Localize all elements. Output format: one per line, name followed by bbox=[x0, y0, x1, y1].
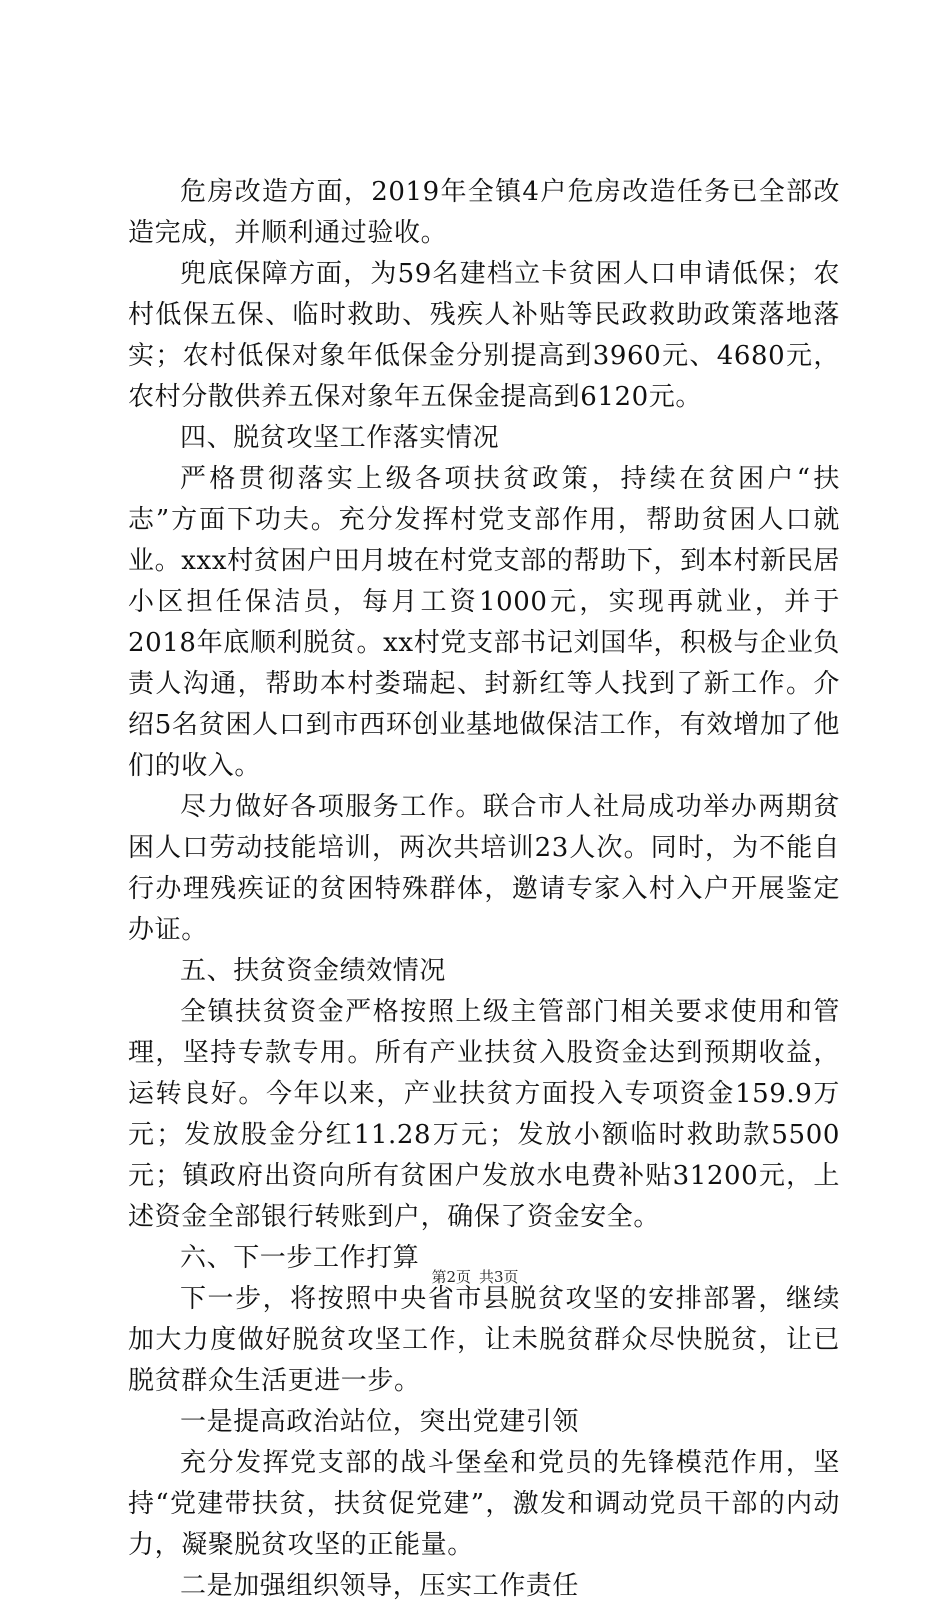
section-heading-4: 四、脱贫攻坚工作落实情况 bbox=[180, 423, 500, 453]
section-heading-6: 六、下一步工作打算 bbox=[180, 1243, 420, 1273]
page-total: 共3页 bbox=[479, 1268, 519, 1286]
paragraph-fund-performance: 全镇扶贫资金严格按照上级主管部门相关要求使用和管理，坚持专款专用。所有产业扶贫入股资金达到预期收益，运转良好。今年以来，产业扶贫方面投入专项资金159.9万元；发放股金分红11.28万元；发放小额临时救助款5500元；镇政府出资向所有贫困户发放水电费补贴31200元，上述资金全部银行转账到户，确保了资金安全。 bbox=[128, 997, 840, 1232]
page-number: 第2页 bbox=[431, 1268, 471, 1286]
subheading-2: 二是加强组织领导，压实工作责任 bbox=[180, 1571, 580, 1601]
paragraph-house-renovation: 危房改造方面，2019年全镇4户危房改造任务已全部改造完成，并顺利通过验收。 bbox=[128, 177, 840, 248]
paragraph-basic-security: 兜底保障方面，为59名建档立卡贫困人口申请低保；农村低保五保、临时救助、残疾人补贴等民政救助政策落地落实；农村低保对象年低保金分别提高到3960元、4680元，农村分散供养五保对象年五保金提高到6120元。 bbox=[128, 259, 840, 412]
subheading-1: 一是提高政治站位，突出党建引领 bbox=[180, 1407, 580, 1437]
paragraph-party-building: 充分发挥党支部的战斗堡垒和党员的先锋模范作用，坚持“党建带扶贫，扶贫促党建”，激发和调动党员干部的内动力，凝聚脱贫攻坚的正能量。 bbox=[128, 1448, 840, 1560]
page-footer bbox=[0, 1266, 950, 1287]
paragraph-next-steps: 下一步，将按照中央省市县脱贫攻坚的安排部署，继续加大力度做好脱贫攻坚工作，让未脱贫群众尽快脱贫，让已脱贫群众生活更进一步。 bbox=[128, 1284, 840, 1396]
document-body bbox=[128, 172, 840, 1607]
section-heading-5: 五、扶贫资金绩效情况 bbox=[180, 956, 447, 986]
paragraph-service-work: 尽力做好各项服务工作。联合市人社局成功举办两期贫困人口劳动技能培训，两次共培训23人次。同时，为不能自行办理残疾证的贫困特殊群体，邀请专家入村入户开展鉴定办证。 bbox=[128, 792, 840, 945]
paragraph-policy-implementation: 严格贯彻落实上级各项扶贫政策，持续在贫困户“扶志”方面下功夫。充分发挥村党支部作用，帮助贫困人口就业。xxx村贫困户田月坡在村党支部的帮助下，到本村新民居小区担任保洁员，每月工资1000元，实现再就业，并于2018年底顺利脱贫。xx村党支部书记刘国华，积极与企业负责人沟通，帮助本村娄瑞起、封新红等人找到了新工作。介绍5名贫困人口到市西环创业基地做保洁工作，有效增加了他们的收入。 bbox=[128, 464, 840, 781]
